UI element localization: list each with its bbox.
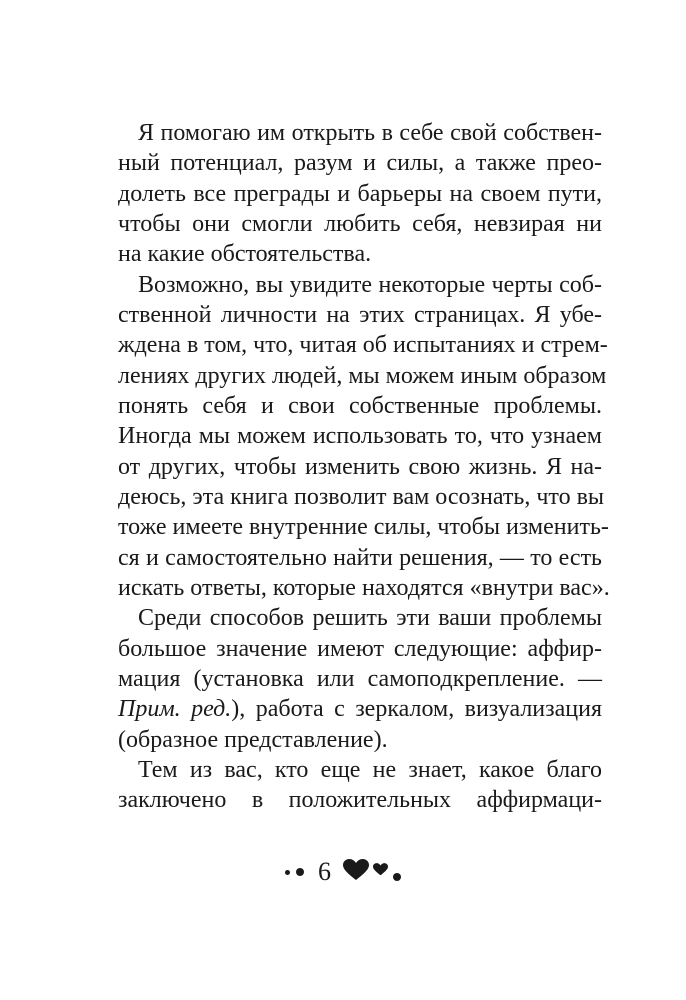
text-line: ственной личности на этих страницах. Я убе- [118,302,602,328]
text-segment: ), работа с зеркалом, визуализация [231,696,602,722]
text-line: деюсь, эта книга позволит вам осознать, что вы [118,484,605,510]
text-line: Иногда мы можем использовать то, что узнаем [118,423,602,449]
text-line: мация (установка или самоподкрепление. — [118,666,602,692]
text-line: Тем из вас, кто еще не знает, какое благо [138,757,602,783]
text-line: на какие обстоятельства. [118,241,372,267]
dot-icon [393,873,401,881]
text-line: понять себя и свои собственные проблемы. [118,393,602,419]
text-line: от других, чтобы изменить свою жизнь. Я на- [118,454,602,480]
page-folio [0,855,686,889]
text-line: тоже имеете внутренние силы, чтобы изменить- [118,514,609,540]
text-line: чтобы они смогли любить себя, невзирая ни [118,211,602,237]
text-line: долеть все преграды и барьеры на своем пути, [118,181,602,207]
text-line: Возможно, вы увидите некоторые черты соб- [138,272,602,298]
text-line: лениях других людей, мы можем иным образом [118,363,607,389]
text-line: искать ответы, которые находятся «внутри вас». [118,575,610,601]
heart-icon [373,863,388,881]
text-line: Я помогаю им открыть в себе свой собствен- [138,120,602,146]
dot-icon [285,870,290,875]
dot-icon [296,868,304,876]
text-line: ный потенциал, разум и силы, а также прео- [118,150,602,176]
text-line [118,694,602,724]
page-number: 6 [318,857,331,886]
text-line: ся и самостоятельно найти решения, — то есть [118,545,602,571]
text-line: заключено в положительных аффирмаци- [118,787,602,813]
text-line: большое значение имеют следующие: аффир- [118,636,602,662]
text-line: ждена в том, что, читая об испытаниях и стрем- [118,332,608,358]
text-line: Среди способов решить эти ваши проблемы [138,605,602,631]
text-line: (образное представление). [118,727,388,753]
editor-note-italic: Прим. ред. [118,696,232,722]
heart-icon [343,859,369,886]
